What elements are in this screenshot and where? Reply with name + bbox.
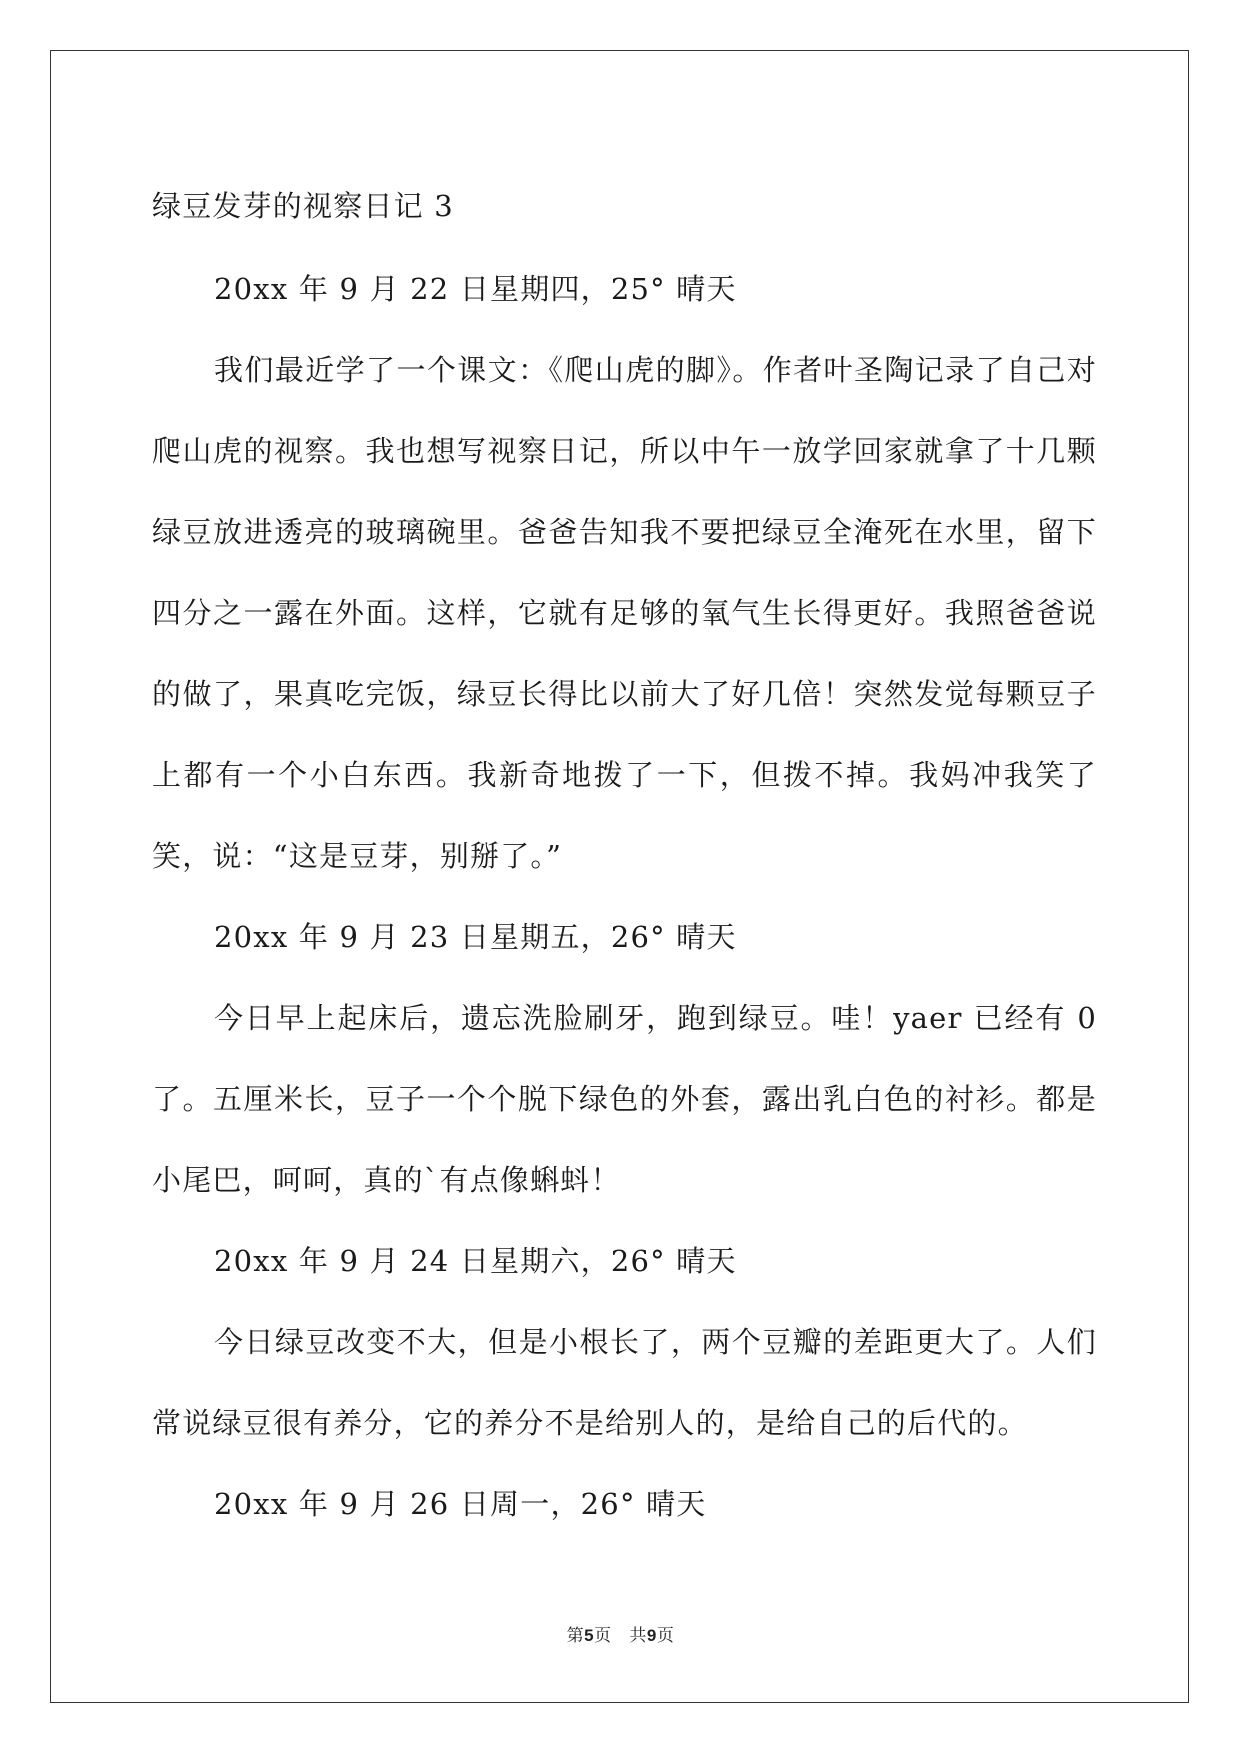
document-title: 绿豆发芽的视察日记 3 [152, 189, 454, 223]
footer-middle: 页 共 [594, 1626, 647, 1646]
entry-paragraph: 今日早上起床后，遗忘洗脸刷牙，跑到绿豆。哇！yaer 已经有 0 了。五厘米长，豆子一个个脱下绿色的外套，露出乳白色的衬衫。都是小尾巴，呵呵，真的`有点像蝌蚪！ [152, 1001, 1097, 1197]
current-page-number: 5 [584, 1626, 595, 1645]
total-pages-number: 9 [646, 1626, 657, 1645]
footer-prefix: 第 [566, 1626, 585, 1646]
page-footer [0, 1621, 1241, 1646]
document-body [152, 166, 1097, 1545]
entry-paragraph: 我们最近学了一个课文：《爬山虎的脚》。作者叶圣陶记录了自己对爬山虎的视察。我也想写视察日记，所以中午一放学回家就拿了十几颗绿豆放进透亮的玻璃碗里。爸爸告知我不要把绿豆全淹死在水里，留下四分之一露在外面。这样，它就有足够的氧气生长得更好。我照爸爸说的做了，果真吃完饭，绿豆长得比以前大了好几倍！突然发觉每颗豆子上都有一个小白东西。我新奇地拨了一下，但拨不掉。我妈冲我笑了笑，说：“这是豆芽，别掰了。” [152, 353, 1097, 873]
entry-date: 20xx 年 9 月 23 日星期五，26° 晴天 [214, 920, 737, 954]
entry-paragraph: 今日绿豆改变不大，但是小根长了，两个豆瓣的差距更大了。人们常说绿豆很有养分，它的养分不是给别人的，是给自己的后代的。 [152, 1325, 1097, 1440]
entry-date: 20xx 年 9 月 22 日星期四，25° 晴天 [214, 272, 737, 306]
footer-suffix: 页 [656, 1626, 675, 1646]
entry-date: 20xx 年 9 月 26 日周一，26° 晴天 [214, 1487, 707, 1521]
entry-date: 20xx 年 9 月 24 日星期六，26° 晴天 [214, 1244, 737, 1278]
